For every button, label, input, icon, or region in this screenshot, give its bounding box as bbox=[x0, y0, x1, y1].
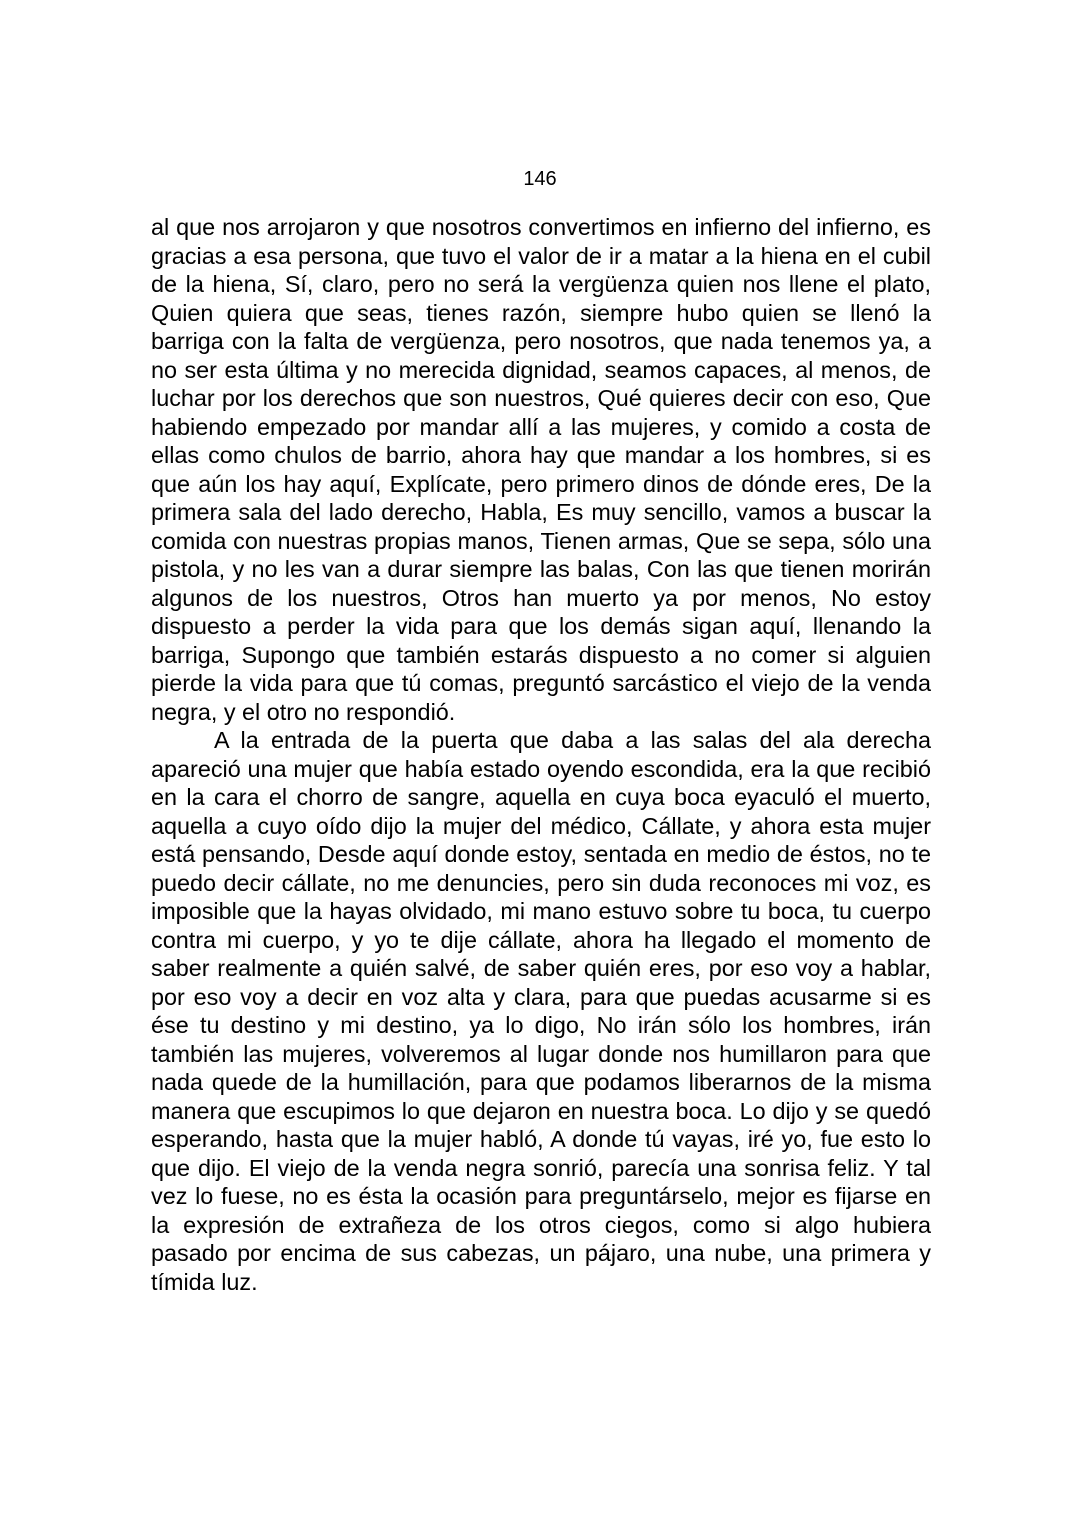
paragraph-2: A la entrada de la puerta que daba a las salas del ala derecha apareció una mujer que había estado oyendo escondida, era la que recibió en la cara el chorro de sangre, aquella en cuya boca eyaculó el muerto, aquella a cuyo oído dijo la mujer del médico, Cállate, y ahora esta mujer está pensando, Desde aquí donde estoy, sentada en medio de éstos, no te puedo decir cállate, no me denuncies, pero sin duda reconoces mi voz, es imposible que la hayas olvidado, mi mano estuvo sobre tu boca, tu cuerpo contra mi cuerpo, y yo te dije cállate, ahora ha llegado el momento de saber realmente a quién salvé, de saber quién eres, por eso voy a hablar, por eso voy a decir en voz alta y clara, para que puedas acusarme si es ése tu destino y mi destino, ya lo digo, No irán sólo los hombres, irán también las mujeres, volveremos al lugar donde nos humillaron para que nada quede de la humillación, para que podamos liberarnos de la misma manera que escupimos lo que dejaron en nuestra boca. Lo dijo y se quedó esperando, hasta que la mujer habló, A donde tú vayas, iré yo, fue esto lo que dijo. El viejo de la venda negra sonrió, parecía una sonrisa feliz. Y tal vez lo fuese, no es ésta la ocasión para preguntárselo, mejor es fijarse en la expresión de extrañeza de los otros ciegos, como si algo hubiera pasado por encima de sus cabezas, un pájaro, una nube, una primera y tímida luz. bbox=[151, 727, 931, 1295]
body-text bbox=[151, 213, 931, 1296]
paragraph-1: al que nos arrojaron y que nosotros convertimos en infierno del infierno, es gracias a esa persona, que tuvo el valor de ir a matar a la hiena en el cubil de la hiena, Sí, claro, pero no será la vergüenza quien nos llene el plato, Quien quiera que seas, tienes razón, siempre hubo quien se llenó la barriga con la falta de vergüenza, pero nosotros, que nada tenemos ya, a no ser esta última y no merecida dignidad, seamos capaces, al menos, de luchar por los derechos que son nuestros, Qué quieres decir con eso, Que habiendo empezado por mandar allí a las mujeres, y comido a costa de ellas como chulos de barrio, ahora hay que mandar a los hombres, si es que aún los hay aquí, Explícate, pero primero dinos de dónde eres, De la primera sala del lado derecho, Habla, Es muy sencillo, vamos a buscar la comida con nuestras propias manos, Tienen armas, Que se sepa, sólo una pistola, y no les van a durar siempre las balas, Con las que tienen morirán algunos de los nuestros, Otros han muerto ya por menos, No estoy dispuesto a perder la vida para que los demás sigan aquí, llenando la barriga, Supongo que también estarás dispuesto a no comer si alguien pierde la vida para que tú comas, preguntó sarcástico el viejo de la venda negra, y el otro no respondió. bbox=[151, 214, 931, 725]
page-number: 146 bbox=[523, 168, 557, 190]
